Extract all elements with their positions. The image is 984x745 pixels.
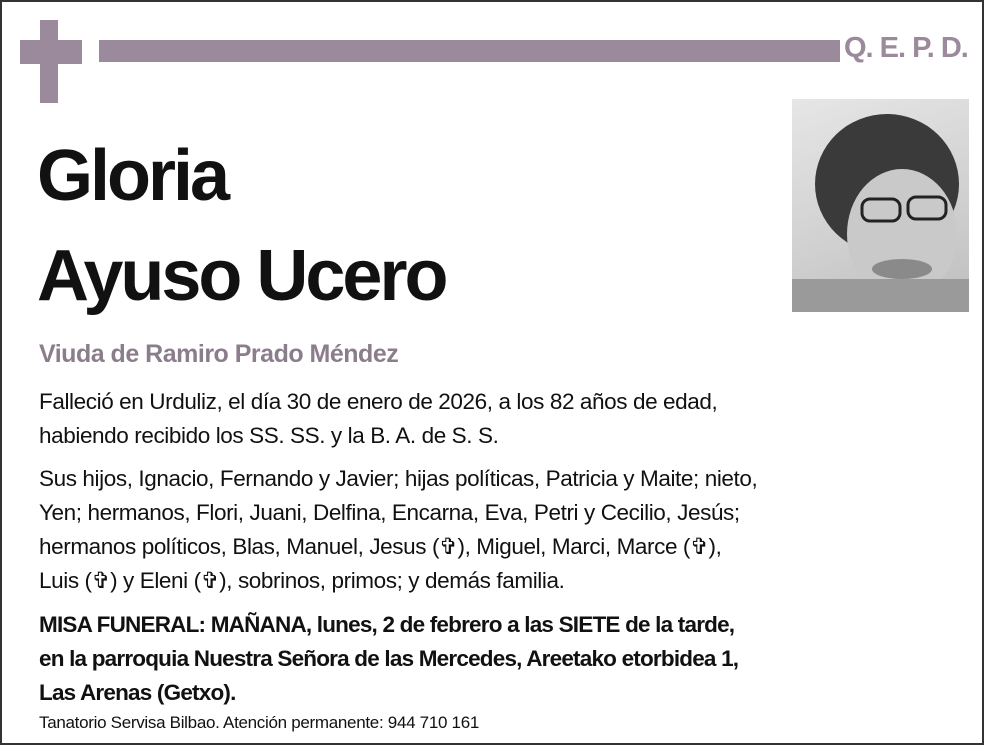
text-line: Sus hijos, Ignacio, Fernando y Javier; hijas políticas, Patricia y Maite; nieto, [39,466,758,491]
funeral-home-footer: Tanatorio Servisa Bilbao. Atención permanente: 944 710 161 [39,713,480,732]
cross-icon-arm [20,40,82,64]
text-line: hermanos políticos, Blas, Manuel, Jesus (✞), Miguel, Marci, Marce (✞), [39,534,722,559]
text-line: Yen; hermanos, Flori, Juani, Delfina, Encarna, Eva, Petri y Cecilio, Jesús; [39,500,740,525]
deceased-photo [792,99,969,312]
text-line: habiendo recibido los SS. SS. y la B. A. de S. S. [39,423,499,448]
header-bar [99,40,840,62]
qepd-label: Q. E. P. D. [844,32,968,64]
deceased-surnames: Ayuso Ucero [37,236,446,316]
deceased-first-name: Gloria [37,136,228,216]
text-line: Luis (✞) y Eleni (✞), sobrinos, primos; y demás familia. [39,568,565,593]
funeral-info [39,608,738,710]
family-list [39,462,757,598]
text-line: MISA FUNERAL: MAÑANA, lunes, 2 de febrero a las SIETE de la tarde, [39,612,735,637]
deceased-subtitle: Viuda de Ramiro Prado Méndez [39,340,399,368]
text-line: Falleció en Urduliz, el día 30 de enero de 2026, a los 82 años de edad, [39,389,718,414]
text-line: Las Arenas (Getxo). [39,680,236,705]
text-line: en la parroquia Nuestra Señora de las Mercedes, Areetako etorbidea 1, [39,646,739,671]
death-notice [39,385,717,453]
